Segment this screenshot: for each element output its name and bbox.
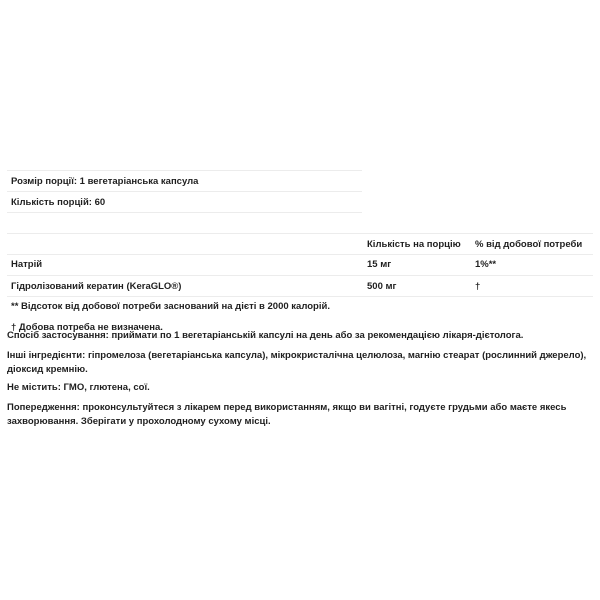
footnote-row: [7, 296, 362, 317]
nutrient-daily-value: †: [475, 281, 481, 292]
nutrient-amount: 15 мг: [367, 259, 392, 270]
nutrient-daily-value: 1%**: [475, 259, 497, 270]
free-from-paragraph: Не містить: ГМО, глютена, сої.: [7, 382, 150, 393]
other-ingredients-paragraph: Інші інгредієнти: гіпромелоза (вегетаріанська капсула), мікрокристалічна целюлоза, магнію стеарат (рослинний джерело), діоксид кремнію.: [7, 350, 587, 375]
footnote-not-established: † Добова потреба не визначена.: [11, 322, 163, 333]
servings-count: Кількість порцій: 60: [11, 197, 106, 208]
nutrient-name: Натрій: [11, 259, 43, 270]
servings-count-row: [7, 191, 362, 212]
serving-size-row: [7, 170, 362, 191]
table-row: [7, 275, 593, 296]
nutrient-amount: 500 мг: [367, 281, 397, 292]
serving-size: Розмір порції: 1 вегетаріанська капсула: [11, 176, 199, 187]
warning-paragraph: Попередження: проконсультуйтеся з лікарем перед використанням, якщо ви вагітні, годуєте грудьми або маєте якесь захворювання. Зберігати у прохолодному сухому місці.: [7, 402, 567, 427]
footnote-daily-value: ** Відсоток від добової потреби заснований на дієті в 2000 калорій.: [11, 301, 330, 312]
header-daily-value: % від добової потреби: [475, 239, 583, 250]
spacer-row: [7, 212, 362, 233]
nutrient-name: Гідролізований кератин (KeraGLO®): [11, 281, 182, 292]
header-amount: Кількість на порцію: [367, 239, 461, 250]
table-header-row: [7, 233, 593, 254]
usage-paragraph: Спосіб застосування: приймати по 1 вегетаріанській капсулі на день або за рекомендацією лікаря-дієтолога.: [7, 330, 524, 341]
table-row-divider: [7, 254, 593, 275]
